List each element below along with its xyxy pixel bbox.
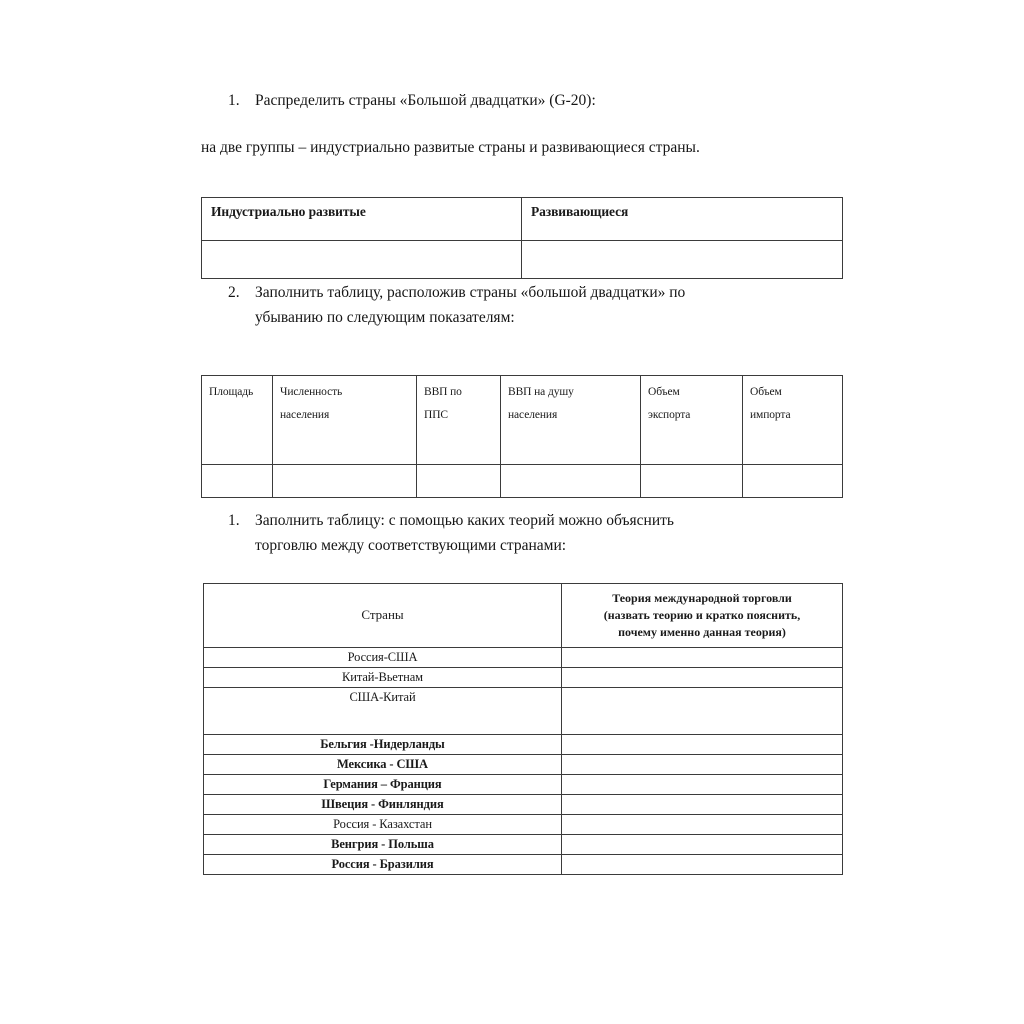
header-gdp-capita-line-1: ВВП на душу xyxy=(508,386,574,398)
task-3-line-2: торговлю между соответствующими странами: xyxy=(255,537,567,555)
table-row xyxy=(204,648,843,668)
answer-cell-exports[interactable] xyxy=(641,465,743,498)
task-2-marker: 2. xyxy=(228,284,240,301)
country-pair-cell: Россия-США xyxy=(204,648,562,668)
header-population-line-2: населения xyxy=(280,409,330,421)
table-row xyxy=(204,815,843,835)
theory-answer-cell[interactable] xyxy=(562,648,843,668)
table-row xyxy=(204,775,843,795)
header-cell-countries: Страны xyxy=(204,584,562,648)
theory-answer-cell[interactable] xyxy=(562,688,843,735)
table-row xyxy=(204,755,843,775)
theory-answer-cell[interactable] xyxy=(562,815,843,835)
country-pair-cell: Россия - Казахстан xyxy=(204,815,562,835)
header-gdp-ppp-line-2: ППС xyxy=(424,409,448,421)
task-3-line-1: Заполнить таблицу: с помощью каких теорий можно объяснить xyxy=(255,512,674,529)
header-cell-exports xyxy=(641,376,743,465)
country-pair-cell: Швеция - Финляндия xyxy=(204,795,562,815)
intro-paragraph: на две группы – индустриально развитые страны и развивающиеся страны. xyxy=(201,139,700,156)
table-row xyxy=(204,688,843,735)
table-row xyxy=(202,376,843,465)
header-exports-line-1: Объем xyxy=(648,386,680,398)
header-theory-line-1: Теория международной торговли xyxy=(612,590,792,605)
header-cell-gdp-ppp xyxy=(417,376,501,465)
header-gdp-ppp-line-1: ВВП по xyxy=(424,386,462,398)
header-gdp-capita-line-2: населения xyxy=(508,409,558,421)
country-pair-cell: Венгрия - Польша xyxy=(204,835,562,855)
table-indicators xyxy=(201,375,843,498)
answer-cell-developed[interactable] xyxy=(202,241,522,279)
table-row xyxy=(204,735,843,755)
header-imports-line-2: импорта xyxy=(750,409,791,421)
task-2-line-1: Заполнить таблицу, расположив страны «большой двадцатки» по xyxy=(255,284,686,301)
header-area-line-1: Площадь xyxy=(209,386,254,398)
table-row xyxy=(204,584,843,648)
header-cell-theory xyxy=(562,584,843,648)
task-3-marker: 1. xyxy=(228,512,240,529)
answer-cell-gdp-per-capita[interactable] xyxy=(501,465,641,498)
theory-answer-cell[interactable] xyxy=(562,735,843,755)
header-cell-imports xyxy=(743,376,843,465)
header-cell-developing: Развивающиеся xyxy=(522,198,843,241)
table-trade-theories xyxy=(203,583,843,875)
table-row xyxy=(204,668,843,688)
table-row xyxy=(202,198,843,241)
country-pair-cell: Китай-Вьетнам xyxy=(204,668,562,688)
header-cell-area xyxy=(202,376,273,465)
task-1-text: Распределить страны «Большой двадцатки» (G-20): xyxy=(255,92,596,109)
theory-answer-cell[interactable] xyxy=(562,775,843,795)
task-3-text xyxy=(255,508,828,558)
table-row xyxy=(202,241,843,279)
table-row xyxy=(204,835,843,855)
theory-answer-cell[interactable] xyxy=(562,855,843,875)
answer-cell-gdp-ppp[interactable] xyxy=(417,465,501,498)
table-row xyxy=(204,795,843,815)
table-row xyxy=(204,855,843,875)
header-imports-line-1: Объем xyxy=(750,386,782,398)
answer-cell-area[interactable] xyxy=(202,465,273,498)
theory-answer-cell[interactable] xyxy=(562,795,843,815)
header-theory-line-2: (назвать теорию и кратко пояснить, xyxy=(603,607,801,622)
theory-answer-cell[interactable] xyxy=(562,668,843,688)
header-exports-line-2: экспорта xyxy=(648,409,691,421)
country-pair-cell: Мексика - США xyxy=(204,755,562,775)
header-cell-gdp-per-capita xyxy=(501,376,641,465)
header-cell-developed: Индустриально развитые xyxy=(202,198,522,241)
header-cell-population xyxy=(273,376,417,465)
table-country-groups xyxy=(201,197,843,279)
task-item-3 xyxy=(228,508,828,558)
table-row xyxy=(202,465,843,498)
answer-cell-developing[interactable] xyxy=(522,241,843,279)
theory-answer-cell[interactable] xyxy=(562,755,843,775)
task-2-line-2: убыванию по следующим показателям: xyxy=(255,309,515,327)
country-pair-cell: Бельгия -Нидерланды xyxy=(204,735,562,755)
task-1-marker: 1. xyxy=(228,92,240,109)
task-item-2 xyxy=(228,280,828,330)
header-population-line-1: Численность xyxy=(280,386,343,398)
country-pair-cell: Германия – Франция xyxy=(204,775,562,795)
country-pair-cell: Россия - Бразилия xyxy=(204,855,562,875)
task-2-text xyxy=(255,280,828,330)
task-item-1 xyxy=(228,88,828,113)
theory-answer-cell[interactable] xyxy=(562,835,843,855)
answer-cell-population[interactable] xyxy=(273,465,417,498)
answer-cell-imports[interactable] xyxy=(743,465,843,498)
header-theory-line-3: почему именно данная теория) xyxy=(618,625,786,640)
country-pair-cell: США-Китай xyxy=(204,688,562,735)
